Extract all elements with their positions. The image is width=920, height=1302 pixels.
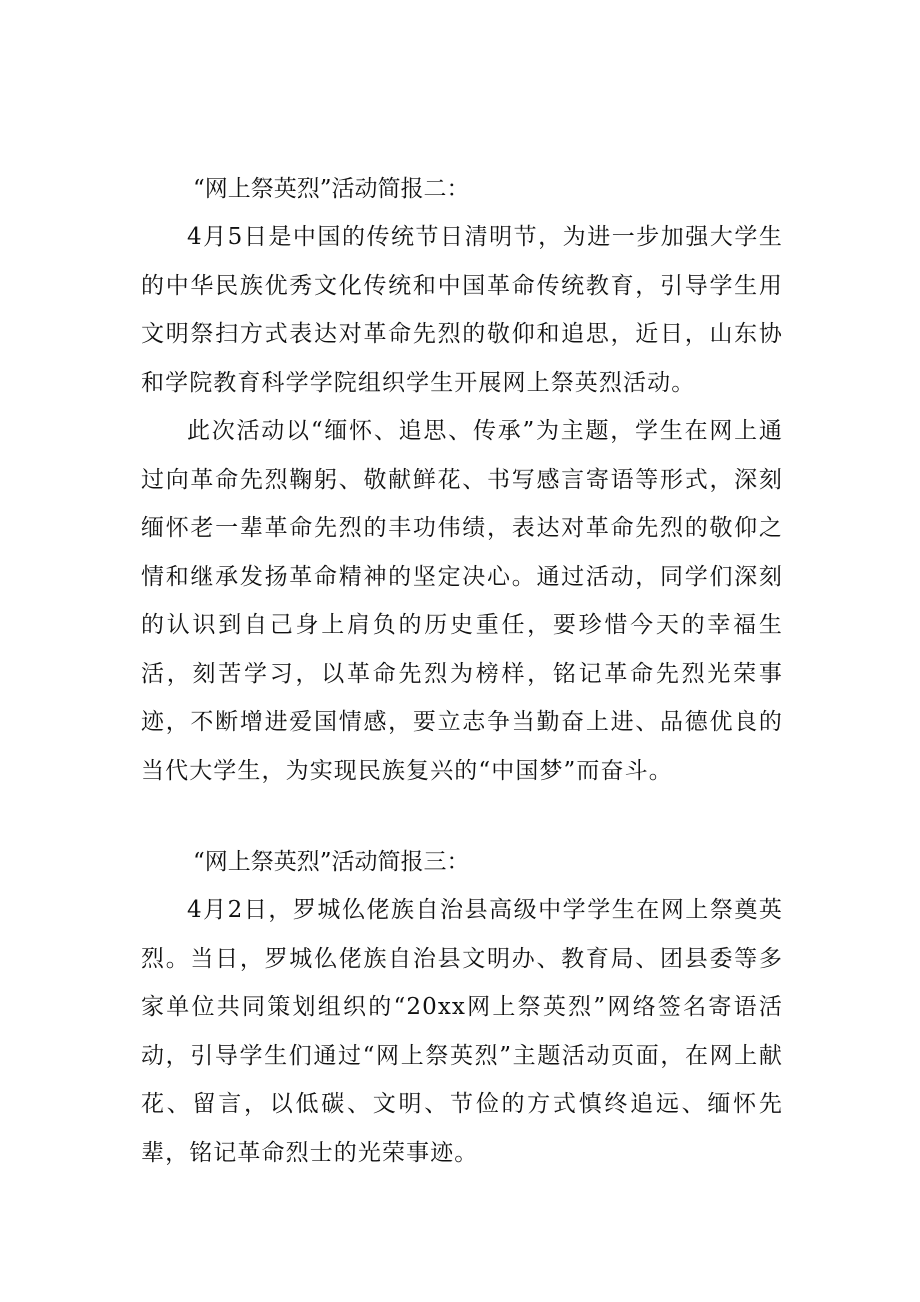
section-heading: “网上祭英烈”活动简报三： <box>193 849 470 875</box>
briefing-section-two <box>141 165 783 795</box>
paragraph: 4月2日，罗城仫佬族自治县高级中学学生在网上祭奠英烈。当日，罗城仫佬族自治县文明办、教育局、团县委等多家单位共同策划组织的“20xx网上祭英烈”网络签名寄语活动，引导学生们通过“网上祭英烈”主题活动页面，在网上献花、留言，以低碳、文明、节俭的方式慎终追远、缅怀先辈，铭记革命烈士的光荣事迹。 <box>141 897 783 1166</box>
paragraph: 4月5日是中国的传统节日清明节，为进一步加强大学生的中华民族优秀文化传统和中国革命传统教育，引导学生用文明祭扫方式表达对革命先烈的敬仰和追思，近日，山东协和学院教育科学学院组织学生开展网上祭英烈活动。 <box>141 224 783 396</box>
briefing-section-three <box>141 838 783 1177</box>
section-heading: “网上祭英烈”活动简报二： <box>193 176 470 202</box>
paragraph: 此次活动以“缅怀、追思、传承”为主题，学生在网上通过向革命先烈鞠躬、敬献鲜花、书写感言寄语等形式，深刻缅怀老一辈革命先烈的丰功伟绩，表达对革命先烈的敬仰之情和继承发扬革命精神的坚定决心。通过活动，同学们深刻的认识到自己身上肩负的历史重任，要珍惜今天的幸福生活，刻苦学习，以革命先烈为榜样，铭记革命先烈光荣事迹，不断增进爱国情感，要立志争当勤奋上进、品德优良的当代大学生，为实现民族复兴的“中国梦”而奋斗。 <box>141 418 783 784</box>
